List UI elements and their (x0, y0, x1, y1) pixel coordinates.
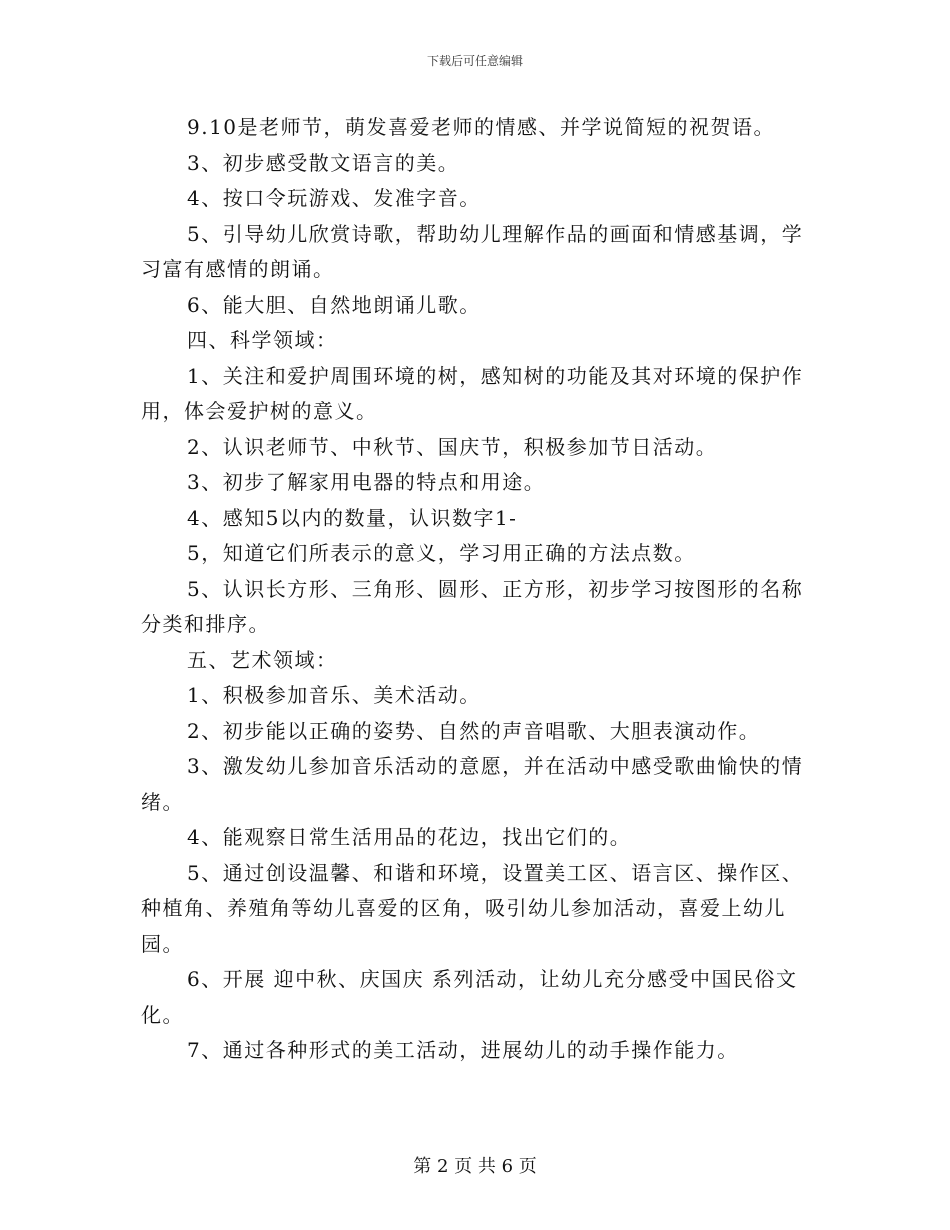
paragraph: 6、能大胆、自然地朗诵儿歌。 (187, 292, 481, 317)
paragraph: 3、初步感受散文语言的美。 (187, 150, 460, 175)
paragraph: 5、认识长方形、三角形、圆形、正方形，初步学习按图形的名称分类和排序。 (141, 576, 804, 636)
paragraph: 5，知道它们所表示的意义，学习用正确的方法点数。 (187, 541, 696, 565)
section-heading: 五、艺术领域： (187, 647, 338, 672)
paragraph: 1、关注和爱护周围环境的树，感知树的功能及其对环境的保护作用，体会爱护树的意义。 (141, 363, 804, 423)
paragraph: 2、初步能以正确的姿势、自然的声音唱歌、大胆表演动作。 (187, 718, 761, 743)
paragraph: 4、能观察日常生活用品的花边，找出它们的。 (187, 825, 632, 849)
page-header: 下载后可任意编辑 (426, 54, 523, 68)
paragraph: 5、引导幼儿欣赏诗歌，帮助幼儿理解作品的画面和情感基调，学习富有感情的朗诵。 (141, 221, 804, 281)
paragraph: 2、认识老师节、中秋节、国庆节，积极参加节日活动。 (187, 434, 718, 459)
paragraph: 6、开展 迎中秋、庆国庆 系列活动，让幼儿充分感受中国民俗文化。 (141, 967, 798, 1027)
paragraph: 4、按口令玩游戏、发准字音。 (187, 186, 481, 210)
document-body (141, 110, 810, 1069)
paragraph: 5、通过创设温馨、和谐和环境，设置美工区、语言区、操作区、种植角、养殖角等幼儿喜爱的区角，吸引幼儿参加活动，喜爱上幼儿园。 (141, 860, 804, 956)
paragraph: 7、通过各种形式的美工活动，进展幼儿的动手操作能力。 (187, 1038, 739, 1062)
paragraph: 3、激发幼儿参加音乐活动的意愿，并在活动中感受歌曲愉快的情绪。 (141, 754, 804, 814)
paragraph: 4、感知5以内的数量，认识数字1- (187, 505, 518, 530)
paragraph: 1、积极参加音乐、美术活动。 (187, 683, 481, 707)
paragraph: 9.10是老师节，萌发喜爱老师的情感、并学说简短的祝贺语。 (187, 115, 776, 139)
paragraph: 3、初步了解家用电器的特点和用途。 (187, 470, 546, 494)
section-heading: 四、科学领域： (187, 328, 338, 352)
page-number-footer: 第 2 页 共 6 页 (413, 1156, 537, 1177)
